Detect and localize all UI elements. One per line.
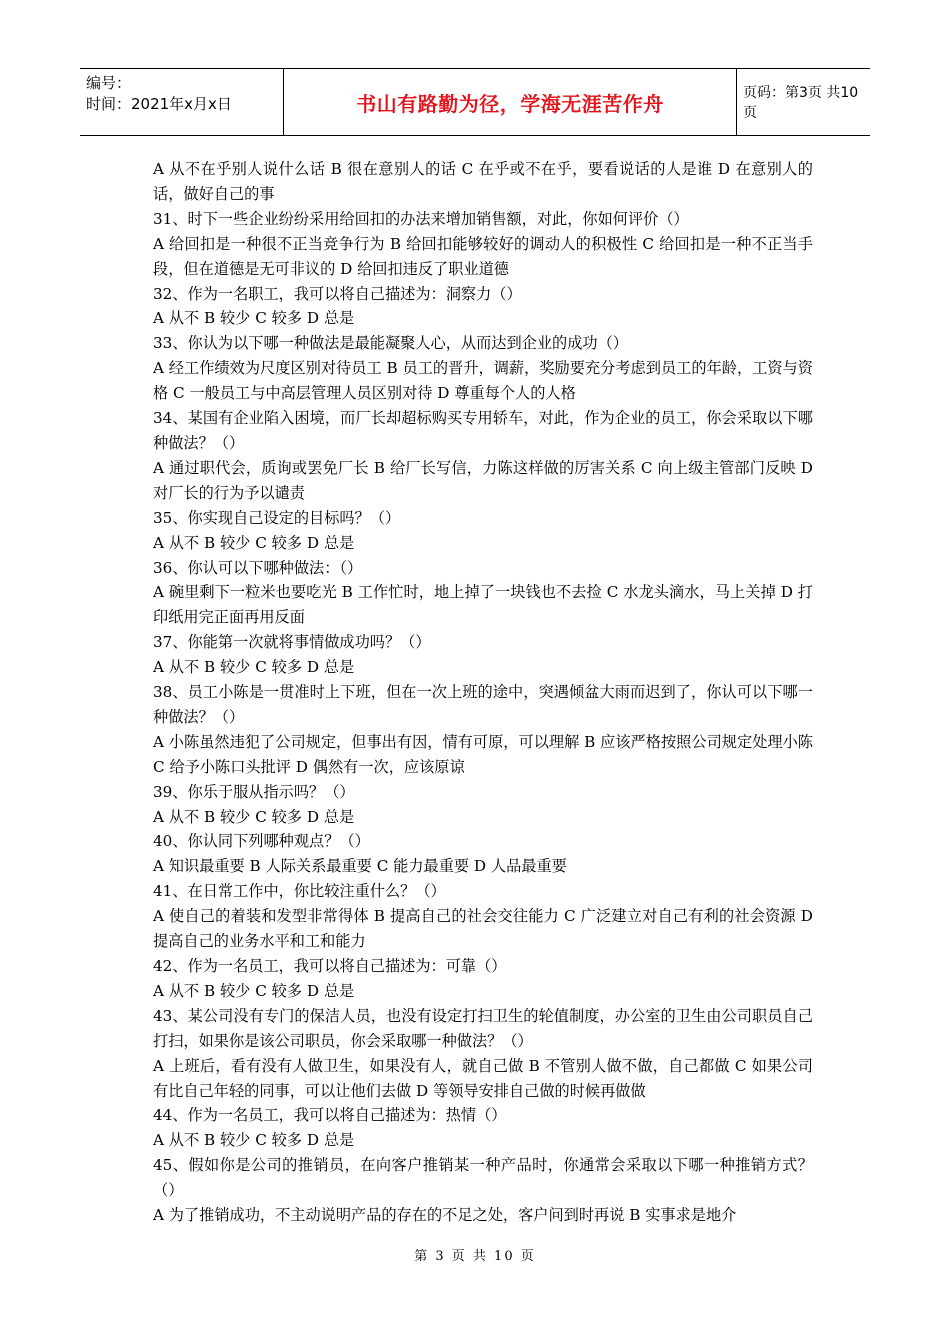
header-motto: 书山有路勤为径，学海无涯苦作舟 bbox=[284, 69, 737, 135]
page-footer: 第 3 页 共 10 页 bbox=[414, 1249, 536, 1264]
question: 36、你认可以下哪种做法：（） bbox=[153, 558, 363, 577]
question: 39、你乐于服从指示吗？（） bbox=[153, 782, 355, 801]
question: 43、某公司没有专门的保洁人员，也没有设定打扫卫生的轮值制度，办公室的卫生由公司职员自己打扫，如果你是该公司职员，你会采取哪一种做法？（） bbox=[153, 1006, 813, 1050]
page-header bbox=[80, 68, 870, 136]
question: 35、你实现自己设定的目标吗？（） bbox=[153, 508, 401, 527]
header-meta bbox=[80, 69, 284, 135]
question: 33、你认为以下哪一种做法是最能凝聚人心，从而达到企业的成功（） bbox=[153, 334, 628, 353]
answer-options: A 从不 B 较少 C 较多 D 总是 bbox=[153, 533, 355, 552]
answer-options: A 通过职代会，质询或罢免厂长 B 给厂长写信，力陈这样做的厉害关系 C 向上级主管部门反映 D 对厂长的行为予以谴责 bbox=[153, 458, 813, 502]
question: 31、时下一些企业纷纷采用给回扣的办法来增加销售额，对此，你如何评价（） bbox=[153, 209, 689, 228]
answer-options: A 给回扣是一种很不正当竞争行为 B 给回扣能够较好的调动人的积极性 C 给回扣是一种不正当手段，但在道德是无可非议的 D 给回扣违反了职业道德 bbox=[153, 234, 813, 278]
answer-options: A 从不 B 较少 C 较多 D 总是 bbox=[153, 1131, 355, 1150]
document-body bbox=[153, 157, 813, 1228]
answer-options: A 从不 B 较少 C 较多 D 总是 bbox=[153, 309, 355, 328]
answer-options: A 从不 B 较少 C 较多 D 总是 bbox=[153, 807, 355, 826]
question: 38、员工小陈是一贯准时上下班，但在一次上班的途中，突遇倾盆大雨而迟到了，你认可以下哪一种做法？（） bbox=[153, 683, 813, 726]
question: 32、作为一名职工，我可以将自己描述为：洞察力（） bbox=[153, 284, 522, 303]
document-date-label: 时间：2021年x月x日 bbox=[86, 95, 232, 113]
answer-options: A 经工作绩效为尺度区别对待员工 B 员工的晋升，调薪，奖励要充分考虑到员工的年龄，工资与资格 C 一般员工与中高层管理人员区别对待 D 尊重每个人的人格 bbox=[153, 359, 813, 403]
answer-options: A 从不 B 较少 C 较多 D 总是 bbox=[153, 981, 355, 1000]
question: 41、在日常工作中，你比较注重什么？（） bbox=[153, 882, 446, 901]
answer-options: A 小陈虽然违犯了公司规定，但事出有因，情有可原，可以理解 B 应该严格按照公司规定处理小陈 C 给予小陈口头批评 D 偶然有一次，应该原谅 bbox=[153, 732, 813, 776]
question: 44、作为一名员工，我可以将自己描述为：热情（） bbox=[153, 1106, 507, 1125]
answer-options: A 知识最重要 B 人际关系最重要 C 能力最重要 D 人品最重要 bbox=[153, 857, 567, 876]
answer-options: A 碗里剩下一粒米也要吃光 B 工作忙时，地上掉了一块钱也不去捡 C 水龙头滴水，马上关掉 D 打印纸用完正面再用反面 bbox=[153, 583, 813, 627]
question: 45、假如你是公司的推销员，在向客户推销某一种产品时，你通常会采取以下哪一种推销方式？（） bbox=[153, 1156, 813, 1200]
paragraph: A 从不在乎别人说什么话 B 很在意别人的话 C 在乎或不在乎，要看说话的人是谁 D 在意别人的话，做好自己的事 bbox=[153, 160, 813, 203]
question: 37、你能第一次就将事情做成功吗？（） bbox=[153, 633, 431, 652]
question: 40、你认同下列哪种观点？（） bbox=[153, 832, 370, 851]
answer-options: A 使自己的着装和发型非常得体 B 提高自己的社会交往能力 C 广泛建立对自己有利的社会资源 D 提高自己的业务水平和工和能力 bbox=[153, 907, 813, 951]
question: 42、作为一名员工，我可以将自己描述为：可靠（） bbox=[153, 957, 507, 975]
document-number-label: 编号： bbox=[86, 74, 132, 92]
question: 34、某国有企业陷入困境，而厂长却超标购买专用轿车，对此，作为企业的员工，你会采取以下哪种做法？（） bbox=[153, 409, 813, 452]
answer-options: A 从不 B 较少 C 较多 D 总是 bbox=[153, 658, 355, 677]
answer-options: A 上班后，看有没有人做卫生，如果没有人，就自己做 B 不管别人做不做，自己都做 C 如果公司有比自己年轻的同事，可以让他们去做 D 等领导安排自己做的时候再做做 bbox=[153, 1056, 813, 1100]
answer-options: A 为了推销成功，不主动说明产品的存在的不足之处，客户问到时再说 B 实事求是地介 bbox=[153, 1206, 737, 1225]
header-page-info: 页码：第3页 共10页 bbox=[743, 85, 859, 121]
